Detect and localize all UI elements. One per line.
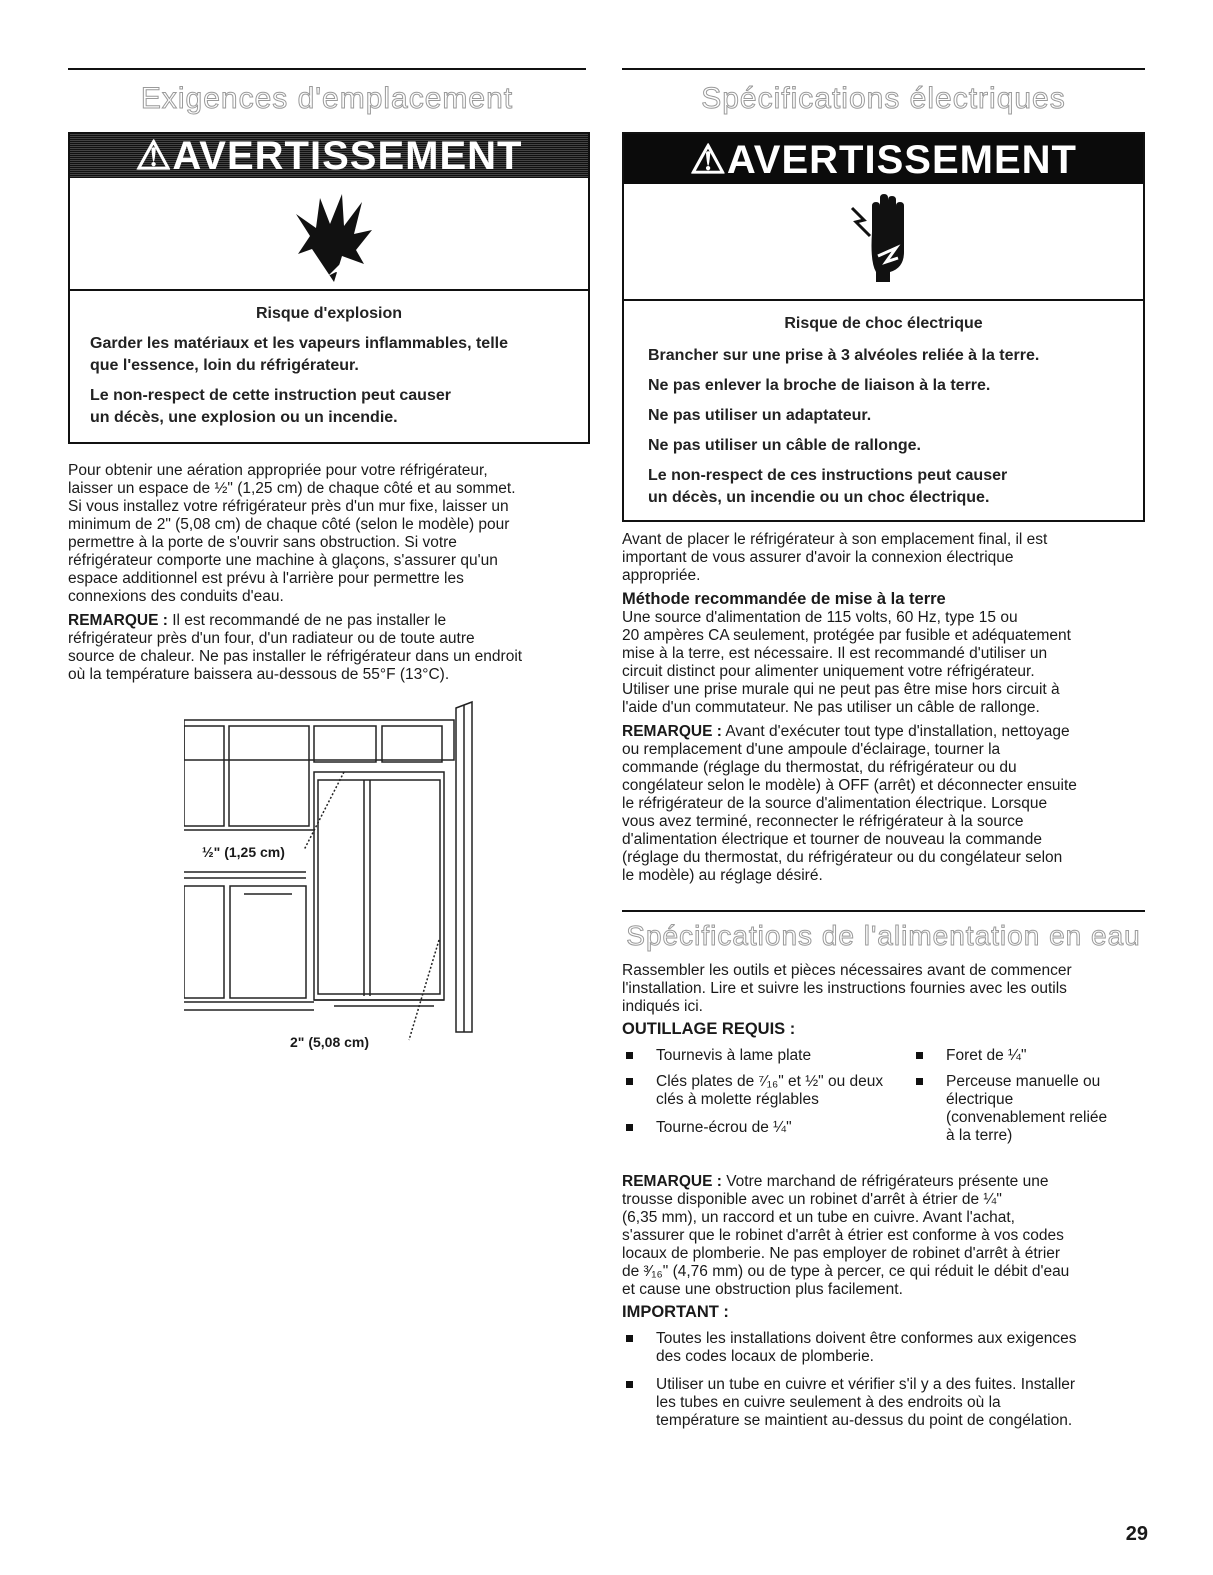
water-text [622,962,1152,1430]
warning-line: un décès, une explosion ou un incendie. [90,409,398,426]
warning-line: Ne pas utiliser un adaptateur. [648,407,872,424]
warning-body [624,299,1143,520]
list-item: Tournevis à lame plate [622,1047,922,1065]
text-line: permettre à la porte de s'ouvrir sans obstruction. Si votre [68,534,457,551]
text-line: le modèle) au réglage désiré. [622,867,823,884]
text-line: circuit distinct pour alimenter uniquement votre réfrigérateur. [622,663,1035,680]
list-item: Clés plates de ⁷⁄₁₆" et ½" ou deux clés à molette réglables [622,1073,922,1109]
text-line: commande (réglage du thermostat, du réfrigérateur ou du [622,759,1017,776]
text-line: (réglage du thermostat, du réfrigérateur ou du congélateur selon [622,849,1063,866]
section-title-water: Spécifications de l'alimentation en eau [626,920,1141,951]
tools-title: OUTILLAGE REQUIS : [622,1020,796,1038]
text-line: le réfrigérateur de la source d'alimentation électrique. Lorsque [622,795,1048,812]
warning-risk: Risque de choc électrique [784,315,983,332]
text-line: laisser un espace de ½" (1,25 cm) de chaque côté et au sommet. [68,480,516,497]
warning-header: ⚠AVERTISSEMENT [70,134,588,178]
top-rule-right [622,68,1145,70]
text-line: où la température baissera au-dessous de 55°F (13°C). [68,666,450,683]
text-line: REMARQUE : Il est recommandé de ne pas installer le [68,612,447,629]
electrical-text [622,531,1152,885]
warning-line: Ne pas utiliser un câble de rallonge. [648,437,921,454]
section-title-location: Exigences d'emplacement [140,82,514,115]
text-line: Pour obtenir une aération appropriée pour votre réfrigérateur, [68,462,488,479]
text-line: Une source d'alimentation de 115 volts, 60 Hz, type 15 ou [622,609,1018,626]
warning-risk: Risque d'explosion [255,305,403,322]
warning-triangle-icon: ⚠ [135,134,173,178]
electric-shock-icon [850,192,912,289]
text-line: indiqués ici. [622,998,703,1015]
text-line: l'installation. Lire et suivre les instructions fournies avec les outils [622,980,1067,997]
text-line: connexions des conduits d'eau. [68,588,284,605]
warning-line: Le non-respect de cette instruction peut causer [90,387,451,404]
list-item: Foret de ¼" [912,1047,1152,1065]
clearance-figure [184,700,484,1060]
top-rule-left [68,68,586,70]
warning-box-explosion [68,132,590,444]
warning-line: un décès, un incendie ou un choc électrique. [648,489,990,506]
text-line: important de vous assurer d'avoir la connexion électrique [622,549,1014,566]
remarque-label: REMARQUE : [622,1173,722,1190]
clearance-label-bottom: 2" (5,08 cm) [290,1034,370,1050]
list-item: Toutes les installations doivent être conformes aux exigences des codes locaux de plomberie. [622,1330,1152,1366]
warning-line: que l'essence, loin du réfrigérateur. [90,357,359,374]
warning-header: ⚠AVERTISSEMENT [624,134,1143,184]
text-line: source de chaleur. Ne pas installer le réfrigérateur dans un endroit [68,648,523,665]
text-line: trousse disponible avec un robinet d'arrêt à étrier de ¼" [622,1191,1002,1208]
warning-triangle-icon: ⚠ [690,138,727,182]
tools-list-left [622,1047,922,1137]
list-item: Tourne-écrou de ¼" [622,1119,922,1137]
text-line: espace additionnel est prévu à l'arrière pour permettre les [68,570,464,587]
text-line: appropriée. [622,567,701,584]
section-title-electrical: Spécifications électriques [701,82,1066,115]
warning-box-electric [622,132,1145,522]
text-line: l'aide d'un commutateur. Ne pas utiliser un câble de rallonge. [622,699,1040,716]
warning-body [70,289,588,442]
text-line: Si vous installez votre réfrigérateur près d'un mur fixe, laisser un [68,498,509,515]
list-item: Utiliser un tube en cuivre et vérifier s'il y a des fuites. Installer les tubes en cuivre seulement à des endroits où la température se maintient au-dessus du point de congélation. [622,1376,1152,1430]
text-line: REMARQUE : Avant d'exécuter tout type d'installation, nettoyage [622,723,1070,740]
text-line: congélateur selon le modèle) à OFF (arrêt) et déconnecter ensuite [622,777,1077,794]
text-line: Utiliser une prise murale qui ne peut pas être mise hors circuit à [622,681,1060,698]
warning-line: Brancher sur une prise à 3 alvéoles reliée à la terre. [648,347,1040,364]
text-line: 20 ampères CA seulement, protégée par fusible et adéquatement [622,627,1071,644]
tools-list-right [912,1047,1152,1145]
text-line: et cause une obstruction plus facilement. [622,1281,903,1298]
text-line: REMARQUE : Votre marchand de réfrigérateurs présente une [622,1173,1049,1190]
remarque-label: REMARQUE : [68,612,168,629]
text-line: Rassembler les outils et pièces nécessaires avant de commencer [622,962,1072,979]
clearance-label-top: ½" (1,25 cm) [202,844,285,860]
text-line: de ³⁄₁₆" (4,76 mm) ou de type à percer, ce qui réduit le débit d'eau [622,1263,1070,1280]
text-line: minimum de 2" (5,08 cm) de chaque côté (selon le modèle) pour [68,516,510,533]
warning-line: Le non-respect de ces instructions peut causer [648,467,1008,484]
text-line: réfrigérateur comporte une machine à glaçons, s'assurer qu'un [68,552,498,569]
text-line: vous avez terminé, reconnecter le réfrigérateur à la source [622,813,1024,830]
important-title: IMPORTANT : [622,1303,729,1321]
text-line: d'alimentation électrique et tourner de nouveau la commande [622,831,1042,848]
text-line: ou remplacement d'une ampoule d'éclairage, tourner la [622,741,1001,758]
tools-list [622,1047,1152,1157]
text-line: mise à la terre, est nécessaire. Il est recommandé d'utiliser un [622,645,1048,662]
water-section-rule [622,910,1145,912]
warning-line: Garder les matériaux et les vapeurs inflammables, telle [90,335,508,352]
method-title: Méthode recommandée de mise à la terre [622,590,946,608]
remarque-label: REMARQUE : [622,723,722,740]
text-line: Avant de placer le réfrigérateur à son emplacement final, il est [622,531,1048,548]
location-paragraph [68,462,593,684]
warning-line: Ne pas enlever la broche de liaison à la terre. [648,377,991,394]
text-line: (6,35 mm), un raccord et un tube en cuivre. Avant l'achat, [622,1209,1015,1226]
text-line: locaux de plomberie. Ne pas employer de robinet d'arrêt à étrier [622,1245,1061,1262]
list-item: Perceuse manuelle ou électrique (convenablement reliée à la terre) [912,1073,1152,1145]
page-number: 29 [1125,1523,1148,1545]
text-line: réfrigérateur près d'un four, d'un radiateur ou de toute autre [68,630,475,647]
important-list [622,1330,1152,1430]
refrigerator-diagram [184,700,484,1060]
explosion-icon [294,194,374,289]
text-line: s'assurer que le robinet d'arrêt à étrier est conforme à vos codes [622,1227,1064,1244]
